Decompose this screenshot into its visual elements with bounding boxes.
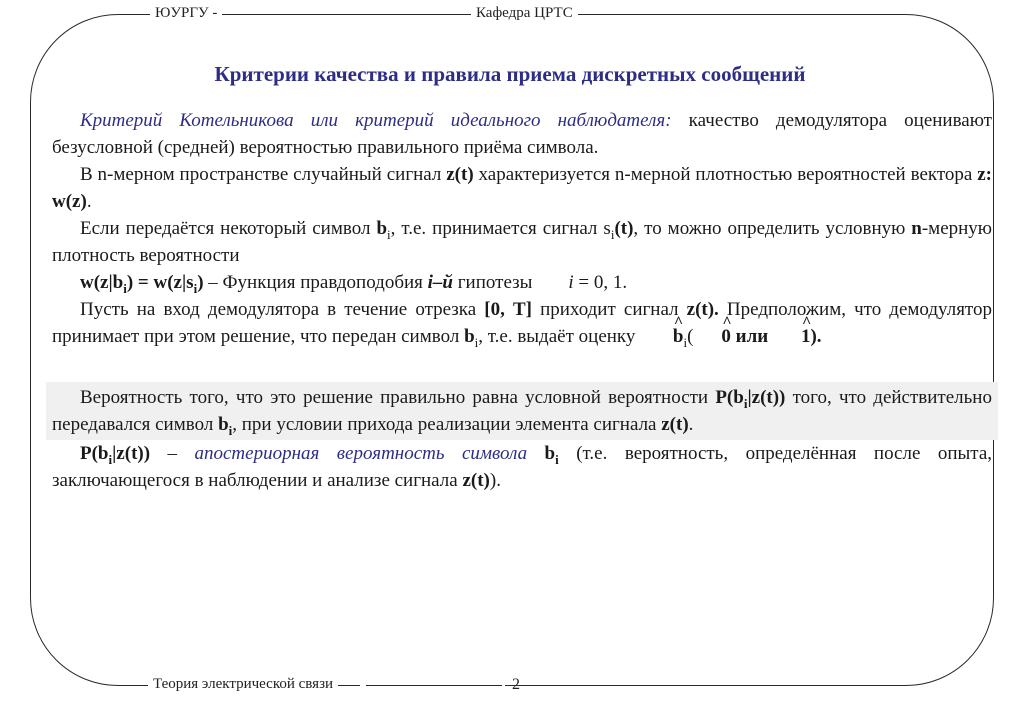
subscript: i: [474, 334, 479, 350]
text: характеризуется n-мерной плотностью вероятностей вектора: [473, 164, 978, 185]
text: или: [730, 326, 773, 347]
text: , то можно определить условную: [633, 218, 912, 239]
estimate-one: ^ 1: [773, 323, 811, 350]
vector-z: z: w(z): [52, 164, 992, 212]
subscript: i: [683, 334, 688, 350]
symbol-b: b: [376, 218, 388, 239]
symbol-b: b: [464, 326, 475, 347]
text: , т.е. выдаёт оценку: [478, 326, 641, 347]
text: ).: [810, 326, 822, 347]
subscript: i: [228, 422, 233, 438]
text: ).: [489, 470, 501, 491]
subscript: i: [610, 226, 615, 242]
formula-part: ): [197, 272, 204, 293]
signal-z: z(t): [446, 164, 474, 185]
text: Если передаётся некоторый символ: [80, 218, 377, 239]
text: = 0, 1.: [573, 272, 628, 293]
index-i: i: [568, 272, 574, 293]
text: Пусть на вход демодулятора в течение отрезка: [80, 299, 485, 320]
signal-z: z(t).: [686, 299, 719, 320]
posterior-prob: |z(t)): [747, 387, 786, 408]
estimate-b: ^ b: [645, 323, 684, 350]
formula-part: ) = w(z|s: [126, 272, 194, 293]
paragraph-n-space: [52, 161, 992, 215]
estimate-zero: ^ 0: [693, 323, 731, 350]
page-number: 2: [512, 676, 520, 693]
subscript: i: [387, 226, 391, 242]
criterion-text: качество демодулятора оценивают безусловной (средней) вероятностью правильного приёма символа.: [52, 110, 992, 158]
header-university: ЮУРГУ -: [150, 4, 222, 22]
footer-rule: [366, 685, 502, 686]
text: приходит сигнал: [531, 299, 687, 320]
signal-z: z(t): [462, 470, 490, 491]
signal-s-arg: (t): [614, 218, 634, 239]
text: В n-мерном пространстве случайный сигнал: [80, 164, 447, 185]
signal-s: s: [603, 218, 611, 239]
criterion-name: Критерий Котельникова или критерий идеального наблюдателя:: [80, 110, 672, 131]
text: .: [688, 414, 694, 435]
paragraph-correct-decision: [52, 384, 992, 438]
paragraph-posterior: [52, 440, 992, 494]
subscript: i: [123, 280, 127, 296]
text: .: [86, 191, 92, 212]
header-department: Кафедра ЦРТС: [471, 4, 578, 22]
ith-hypothesis: i–й: [427, 272, 454, 293]
paragraph-conditional: [52, 215, 992, 269]
posterior-prob: P(b: [80, 443, 109, 464]
interval: [0, T]: [484, 299, 532, 320]
text: (т.е. вероятность, определённая после опыта, заключающегося в наблюдении и анализе сигнала: [52, 443, 993, 491]
text: , при условии прихода реализации элемента сигнала: [232, 414, 662, 435]
posterior-term: апостериорная вероятность символа: [194, 443, 528, 464]
text: -мерную плотность вероятности: [52, 218, 993, 266]
text: , т.е. принимается сигнал: [390, 218, 604, 239]
header-rule: [228, 14, 474, 15]
slide-title: Критерии качества и правила приема дискретных сообщений: [214, 62, 806, 86]
posterior-prob: P(b: [715, 387, 744, 408]
highlighted-block: [46, 382, 998, 440]
subscript: i: [555, 451, 559, 467]
symbol-b: b: [527, 443, 556, 464]
text: – Функция правдоподобия: [203, 272, 428, 293]
text: (: [687, 326, 694, 347]
subscript: i: [108, 451, 113, 467]
text: гипотезы: [453, 272, 533, 293]
text: Предположим, что демодулятор принимает при этом решение, что передан символ: [52, 299, 992, 347]
formula-part: w(z|b: [80, 272, 124, 293]
text: –: [150, 443, 195, 464]
text: того, что действительно передавался символ: [52, 387, 992, 435]
subscript: i: [193, 280, 198, 296]
paragraph-demodulator: [52, 296, 992, 350]
slide-content: [52, 107, 992, 494]
subscript: i: [743, 395, 748, 411]
paragraph-criterion: [52, 107, 992, 161]
text: Вероятность того, что это решение правильно равна условной вероятности: [80, 387, 716, 408]
signal-z: z(t): [661, 414, 689, 435]
symbol-b: b: [218, 414, 229, 435]
footer-course: Теория электрической связи: [148, 675, 338, 693]
dimension-n: n: [911, 218, 922, 239]
paragraph-likelihood: [52, 269, 992, 296]
posterior-prob: |z(t)): [112, 443, 151, 464]
